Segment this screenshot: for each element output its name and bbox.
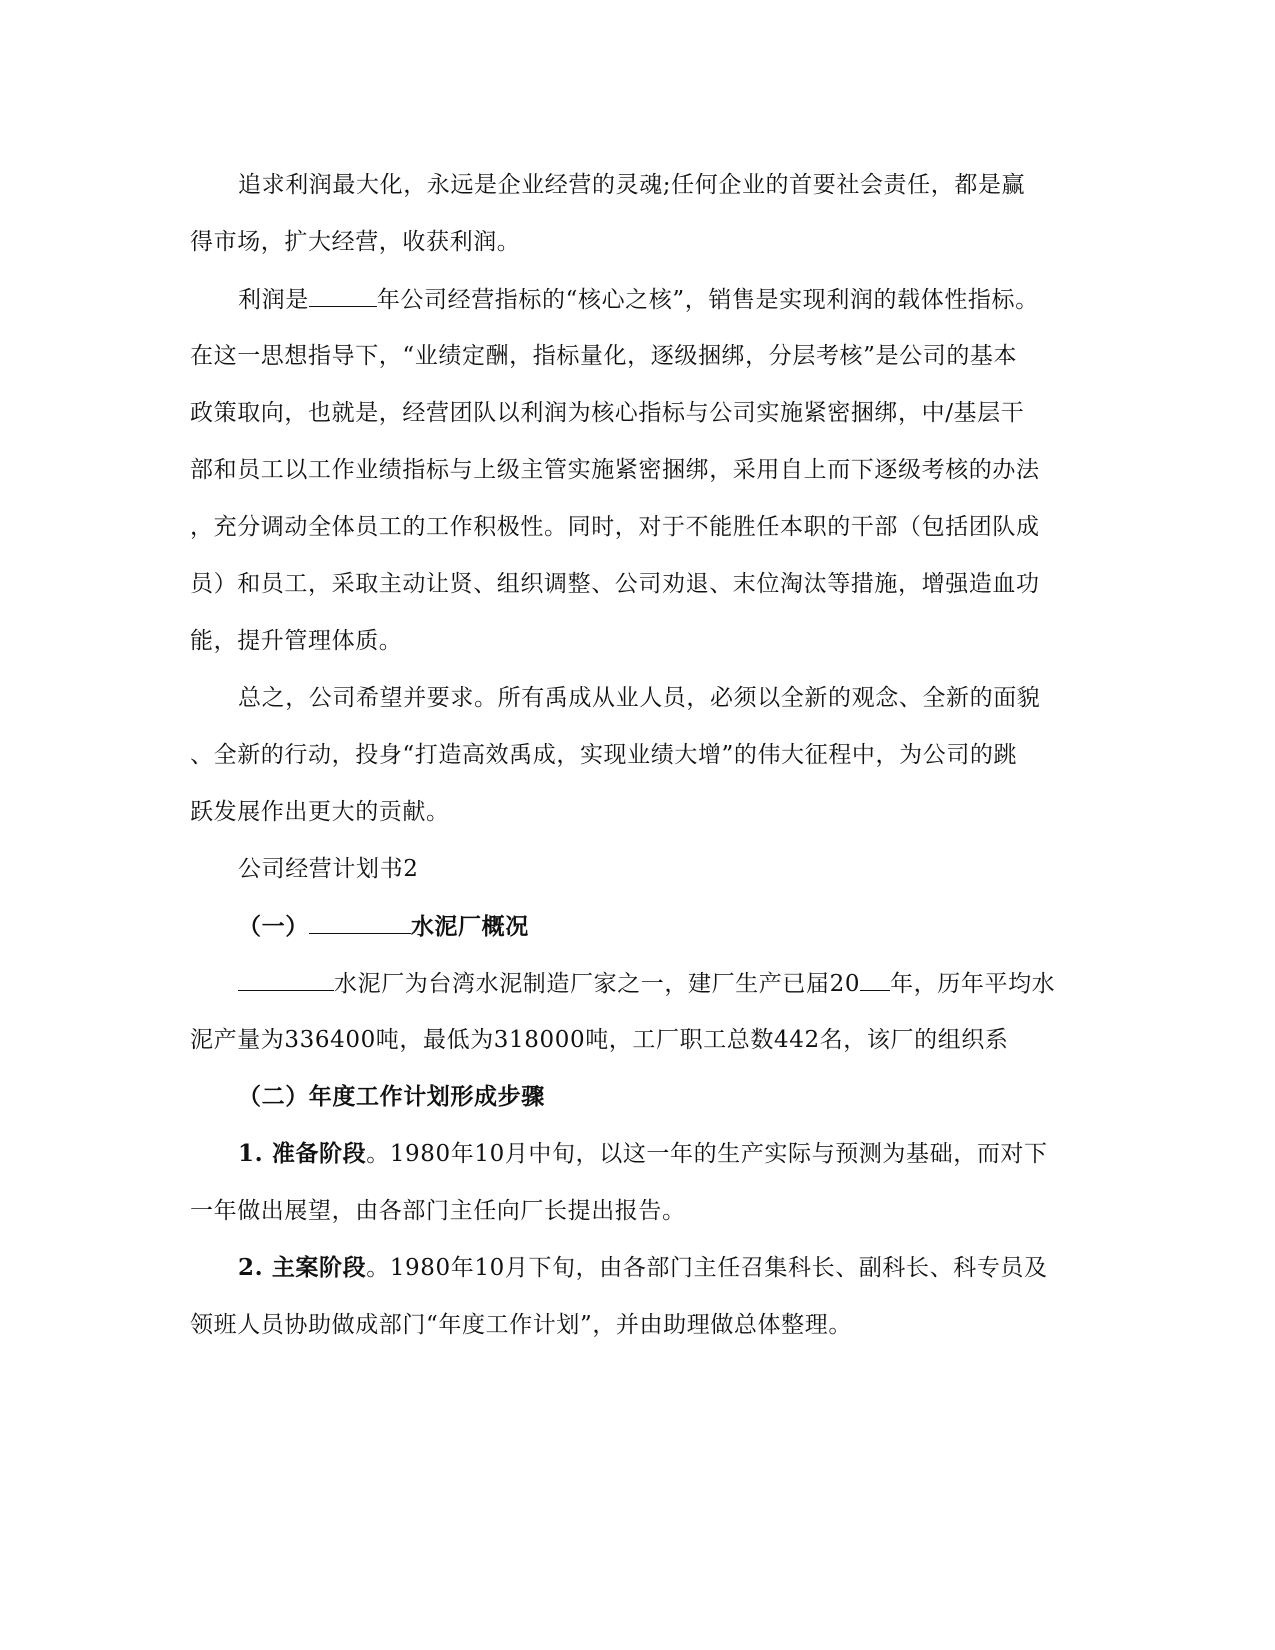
paragraph-2-text-a: 利润是 xyxy=(238,287,309,313)
heading-1 xyxy=(238,911,529,942)
paragraph-3-line-3: 跃发展作出更大的贡献。 xyxy=(190,799,450,825)
paragraph-7-text: 。1980年10月下旬，由各部门主任召集科长、副科长、科专员及 xyxy=(366,1255,1048,1281)
paragraph-7-line-2: 领班人员协助做成部门“年度工作计划”，并由助理做总体整理。 xyxy=(190,1312,852,1338)
section-title: 公司经营计划书2 xyxy=(238,856,419,882)
paragraph-1-line-2: 得市场，扩大经营，收获利润。 xyxy=(190,229,521,255)
heading-1-number: （一） xyxy=(238,913,309,940)
blank-line xyxy=(309,284,377,307)
paragraph-2-line-4: 部和员工以工作业绩指标与上级主管实施紧密捆绑，采用自上而下逐级考核的办法 xyxy=(190,457,1040,483)
paragraph-1-line-1: 追求利润最大化，永远是企业经营的灵魂;任何企业的首要社会责任，都是赢 xyxy=(238,172,1026,198)
paragraph-7-lead: 2. 主案阶段 xyxy=(238,1254,367,1281)
paragraph-3-line-1: 总之，公司希望并要求。所有禹成从业人员，必须以全新的观念、全新的面貌 xyxy=(238,685,1041,711)
paragraph-5-text-c: 年，历年平均水 xyxy=(890,971,1056,997)
paragraph-2-line-5: ，充分调动全体员工的工作积极性。同时，对于不能胜任本职的干部（包括团队成 xyxy=(190,514,1040,540)
paragraph-6-line-1 xyxy=(238,1139,1048,1169)
paragraph-2-line-7: 能，提升管理体质。 xyxy=(190,628,403,654)
paragraph-2-line-6: 员）和员工，采取主动让贤、组织调整、公司劝退、末位淘汰等措施，增强造血功 xyxy=(190,571,1040,597)
paragraph-5-line-2: 泥产量为336400吨，最低为318000吨，工厂职工总数442名，该厂的组织系 xyxy=(190,1027,1009,1053)
paragraph-5-text-b: 水泥厂为台湾水泥制造厂家之一，建厂生产已届20 xyxy=(334,971,861,997)
blank-line xyxy=(309,911,411,934)
paragraph-2-text-b: 年公司经营指标的“核心之核”，销售是实现利润的载体性指标。 xyxy=(376,287,1039,313)
paragraph-2-line-3: 政策取向，也就是，经营团队以利润为核心指标与公司实施紧密捆绑，中/基层干 xyxy=(190,400,1025,426)
blank-line xyxy=(238,968,334,991)
paragraph-3-line-2: 、全新的行动，投身“打造高效禹成，实现业绩大增”的伟大征程中，为公司的跳 xyxy=(190,742,1018,768)
heading-1-text: 水泥厂概况 xyxy=(410,913,529,940)
paragraph-2-line-2: 在这一思想指导下，“业绩定酬，指标量化，逐级捆绑，分层考核”是公司的基本 xyxy=(190,343,1018,369)
paragraph-2-line-1 xyxy=(238,284,1039,315)
blank-line xyxy=(860,968,890,991)
paragraph-5-line-1 xyxy=(238,968,1055,999)
paragraph-6-lead: 1. 准备阶段 xyxy=(238,1140,367,1167)
heading-2: （二）年度工作计划形成步骤 xyxy=(238,1083,545,1110)
paragraph-7-line-1 xyxy=(238,1253,1048,1283)
paragraph-6-text: 。1980年10月中旬，以这一年的生产实际与预测为基础，而对下 xyxy=(366,1141,1048,1167)
paragraph-6-line-2: 一年做出展望，由各部门主任向厂长提出报告。 xyxy=(190,1198,686,1224)
